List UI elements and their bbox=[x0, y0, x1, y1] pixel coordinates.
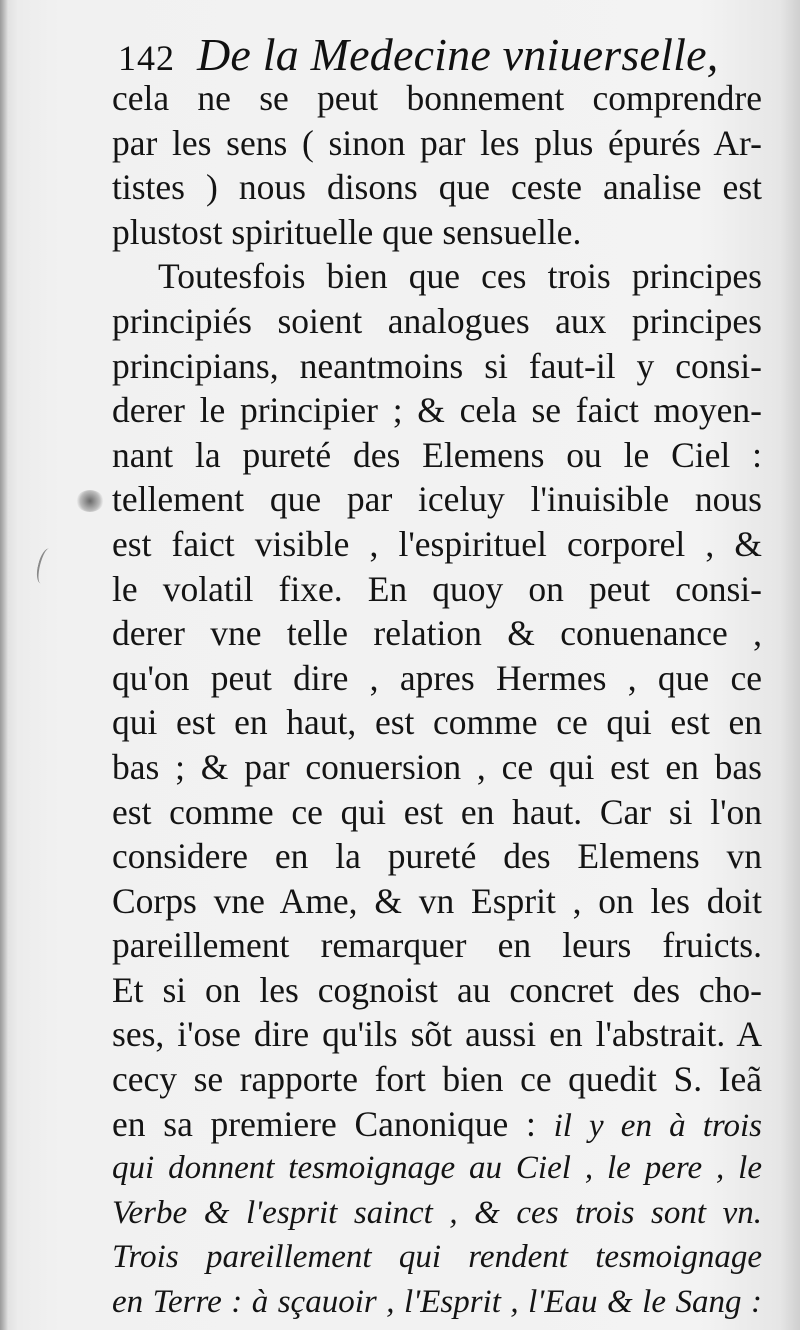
page-number: 142 bbox=[118, 38, 175, 78]
text-line: qui donnent tesmoignage au Ciel , le pere , le bbox=[112, 1150, 762, 1187]
text-line: cecy se rapporte fort bien ce quedit S. Ieã bbox=[112, 1059, 762, 1100]
text-roman-segment: en sa premiere Canonique : bbox=[112, 1103, 554, 1144]
text-line: derer le principier ; & cela se faict moyen- bbox=[112, 390, 762, 431]
text-line: Toutesfois bien que ces trois principes bbox=[158, 256, 762, 297]
text-line: Trois pareillement qui rendent tesmoignage bbox=[112, 1239, 762, 1276]
text-line: cela ne se peut bonnement comprendre bbox=[112, 78, 762, 118]
text-line: en Terre : à sçauoir , l'Esprit , l'Eau & le Sang : bbox=[112, 1284, 762, 1321]
text-line: pareillement remarquer en leurs fruicts. bbox=[112, 925, 762, 966]
text-line: principiés soient analogues aux principes bbox=[112, 300, 762, 341]
text-line: est comme ce qui est en haut. Car si l'on bbox=[112, 791, 762, 832]
margin-mark bbox=[34, 547, 56, 585]
body-text bbox=[112, 76, 762, 1325]
text-italic-segment: il y en à trois bbox=[553, 1107, 762, 1144]
text-line: principians, neantmoins si faut-il y consi- bbox=[112, 345, 762, 386]
text-line: derer vne telle relation & conuenance , bbox=[112, 613, 762, 654]
text-line: bas ; & par conuersion , ce qui est en bas bbox=[112, 746, 762, 787]
text-line: le volatil fixe. En quoy on peut consi- bbox=[112, 568, 762, 609]
text-line: tistes ) nous disons que ceste analise est bbox=[112, 167, 762, 208]
running-title: De la Medecine vniuerselle, bbox=[197, 29, 719, 80]
text-line: nant la pureté des Elemens ou le Ciel : bbox=[112, 434, 762, 475]
text-line: qui est en haut, est comme ce qui est en bbox=[112, 702, 762, 743]
text-line: par les sens ( sinon par les plus épurés Ar- bbox=[112, 122, 762, 163]
text-line: plustost spirituelle que sensuelle. bbox=[112, 211, 582, 252]
text-line bbox=[112, 1102, 762, 1147]
text-line: Verbe & l'esprit sainct , & ces trois sont vn. bbox=[112, 1194, 762, 1231]
ink-smudge bbox=[76, 490, 104, 512]
text-line: tellement que par iceluy l'inuisible nous bbox=[112, 479, 762, 520]
text-line: qu'on peut dire , apres Hermes , que ce bbox=[112, 657, 762, 698]
text-line: est faict visible , l'espirituel corporel , & bbox=[112, 523, 762, 564]
text-line: Corps vne Ame, & vn Esprit , on les doit bbox=[112, 880, 762, 921]
text-line: ses, i'ose dire qu'ils sõt aussi en l'abstrait. A bbox=[112, 1014, 762, 1055]
text-line: Et si on les cognoist au concret des cho- bbox=[112, 969, 762, 1010]
text-line: considere en la pureté des Elemens vn bbox=[112, 836, 762, 877]
